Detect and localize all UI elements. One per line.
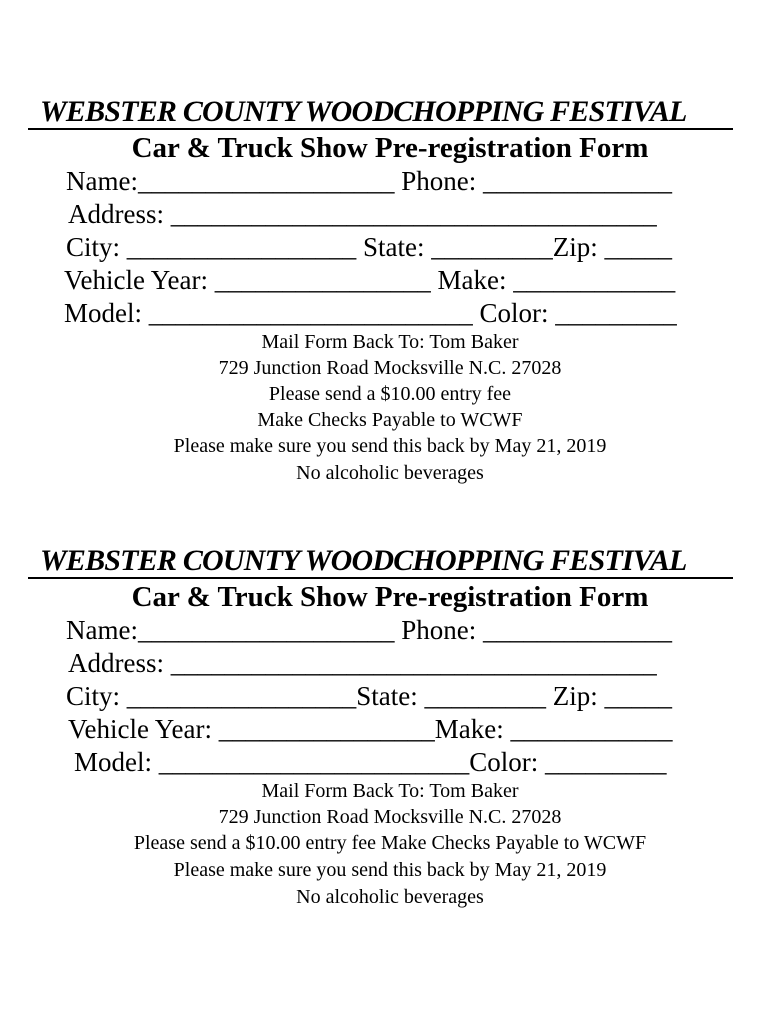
no-alcohol-text: No alcoholic beverages — [296, 886, 484, 908]
entry-fee-text: Please send a $10.00 entry fee — [268, 383, 512, 405]
form-subtitle: Car & Truck Show Pre-registration Form — [131, 581, 649, 613]
vehicle-year-make-line[interactable]: Vehicle Year: ________________Make: ____________ — [68, 714, 673, 744]
mail-to-text: Mail Form Back To: Tom Baker — [261, 331, 519, 353]
vehicle-year-make-line[interactable]: Vehicle Year: ________________ Make: ____________ — [64, 265, 676, 295]
name-phone-line[interactable]: Name:___________________ Phone: ______________ — [66, 615, 672, 645]
model-color-line[interactable]: Model: _______________________Color: _________ — [74, 747, 667, 777]
form-subtitle: Car & Truck Show Pre-registration Form — [131, 132, 649, 164]
address-line[interactable]: Address: ____________________________________ — [68, 648, 657, 678]
festival-title: WEBSTER COUNTY WOODCHOPPING FESTIVAL — [28, 545, 733, 579]
no-alcohol-text: No alcoholic beverages — [296, 462, 484, 484]
city-state-zip-line[interactable]: City: _________________ State: _________Zip: _____ — [66, 232, 672, 262]
model-color-line[interactable]: Model: ________________________ Color: _________ — [64, 298, 677, 328]
address-line[interactable]: Address: ____________________________________ — [68, 199, 657, 229]
deadline-text: Please make sure you send this back by May 21, 2019 — [173, 859, 607, 881]
deadline-text: Please make sure you send this back by May 21, 2019 — [173, 435, 607, 457]
city-state-zip-line[interactable]: City: _________________State: _________ Zip: _____ — [66, 681, 672, 711]
address-text: 729 Junction Road Mocksville N.C. 27028 — [218, 357, 562, 379]
address-text: 729 Junction Road Mocksville N.C. 27028 — [218, 806, 562, 828]
mail-to-text: Mail Form Back To: Tom Baker — [261, 780, 519, 802]
checks-payable-text: Make Checks Payable to WCWF — [257, 409, 523, 431]
festival-title: WEBSTER COUNTY WOODCHOPPING FESTIVAL — [28, 96, 733, 130]
entry-fee-checks-text: Please send a $10.00 entry fee Make Checks Payable to WCWF — [133, 832, 647, 854]
name-phone-line[interactable]: Name:___________________ Phone: ______________ — [66, 166, 672, 196]
